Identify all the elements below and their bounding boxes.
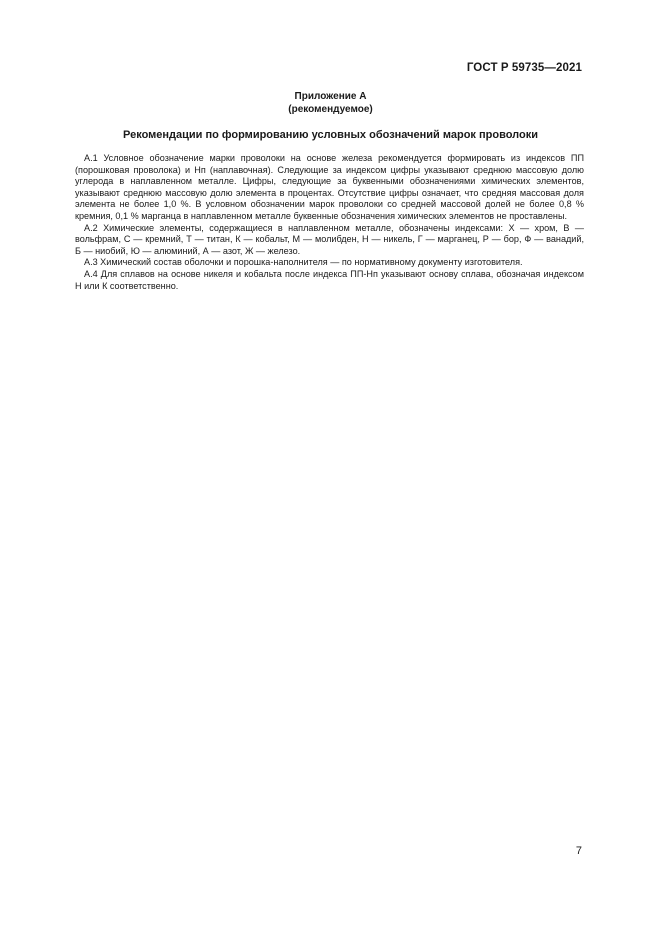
appendix-body: [75, 153, 584, 292]
appendix-heading: [0, 91, 661, 116]
paragraph-a1: А.1 Условное обозначение марки проволоки на основе железа рекомендуется формировать из индексов ПП (порошковая проволока) и Нп (наплавочная). Следующие за индексом цифры указывают среднюю массовую долю углерода в наплавленном металле. Цифры, следующие за буквенными обозначениями химических элементов, указывают среднюю массовую долю элемента в процентах. Отсутствие цифры означает, что средняя массовая доля элемента не более 1,0 %. В условном обозначении марок проволоки со средней массовой долей не более 0,8 % кремния, 0,1 % марганца в наплавленном металле буквенные обозначения химических элементов не проставлены.: [75, 153, 584, 221]
paragraph-a3: А.3 Химический состав оболочки и порошка-наполнителя — по нормативному документу изготовителя.: [84, 257, 523, 268]
paragraph-a2: А.2 Химические элементы, содержащиеся в наплавленном металле, обозначены индексами: Х — хром, В — вольфрам, С — кремний, Т — титан, К — кобальт, М — молибден, Н — никель, Г — марганец, Р — бор, Ф — ванадий, Б — ниобий, Ю — алюминий, А — азот, Ж — железо.: [75, 222, 584, 256]
document-code: ГОСТ Р 59735—2021: [466, 62, 582, 74]
appendix-label: Приложение А: [294, 91, 367, 102]
appendix-status: (рекомендуемое): [288, 103, 373, 115]
appendix-title: Рекомендации по формированию условных обозначений марок проволоки: [123, 129, 538, 141]
page-number: 7: [575, 845, 582, 857]
paragraph-a4: А.4 Для сплавов на основе никеля и кобальта после индекса ПП-Нп указывают основу сплава, обозначая индексом Н или К соответственно.: [75, 268, 584, 291]
